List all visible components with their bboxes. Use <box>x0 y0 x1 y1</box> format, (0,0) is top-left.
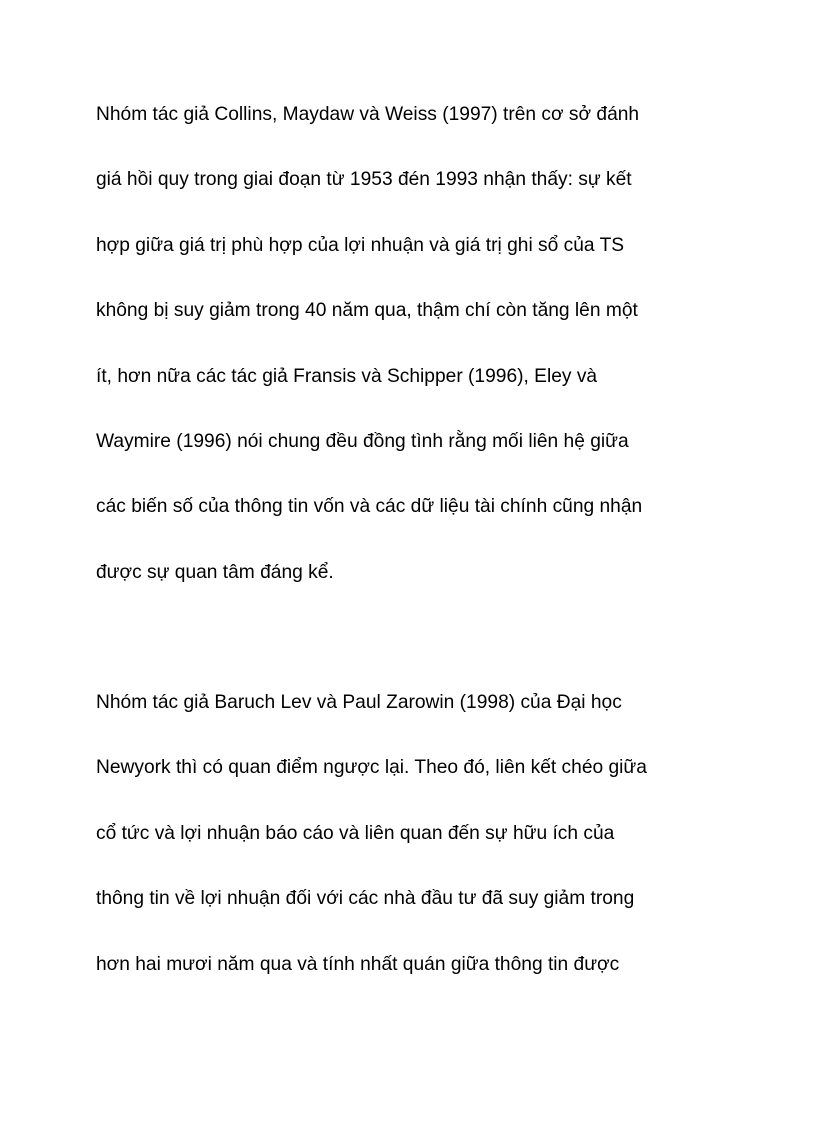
text-line: cổ tức và lợi nhuận báo cáo và liên quan đến sự hữu ích của <box>96 822 615 844</box>
text-line: được sự quan tâm đáng kể. <box>96 561 334 583</box>
text-line: hơn hai mươi năm qua và tính nhất quán giữa thông tin được <box>96 953 620 975</box>
text-line: hợp giữa giá trị phù hợp của lợi nhuận và giá trị ghi sổ của TS <box>96 234 625 256</box>
text-line: Newyork thì có quan điểm ngược lại. Theo đó, liên kết chéo giữa <box>96 757 647 779</box>
text-line: không bị suy giảm trong 40 năm qua, thậm chí còn tăng lên một <box>96 300 638 322</box>
text-line: thông tin về lợi nhuận đối với các nhà đầu tư đã suy giảm trong <box>96 888 635 910</box>
text-line: các biến số của thông tin vốn và các dữ liệu tài chính cũng nhận <box>96 496 643 518</box>
text-line: Nhóm tác giả Baruch Lev và Paul Zarowin (1998) của Đại học <box>96 692 622 713</box>
text-line: Nhóm tác giả Collins, Maydaw và Weiss (1997) trên cơ sở đánh <box>96 104 640 125</box>
text-line: Waymire (1996) nói chung đều đồng tình rằng mối liên hệ giữa <box>96 430 629 452</box>
paragraph-lev-zarowin-study <box>96 670 796 997</box>
text-line: giá hồi quy trong giai đoạn từ 1953 đén 1993 nhận thấy: sự kết <box>96 169 632 191</box>
text-line: ít, hơn nữa các tác giả Fransis và Schipper (1996), Eley và <box>96 365 598 387</box>
paragraph-collins-study <box>96 82 796 605</box>
